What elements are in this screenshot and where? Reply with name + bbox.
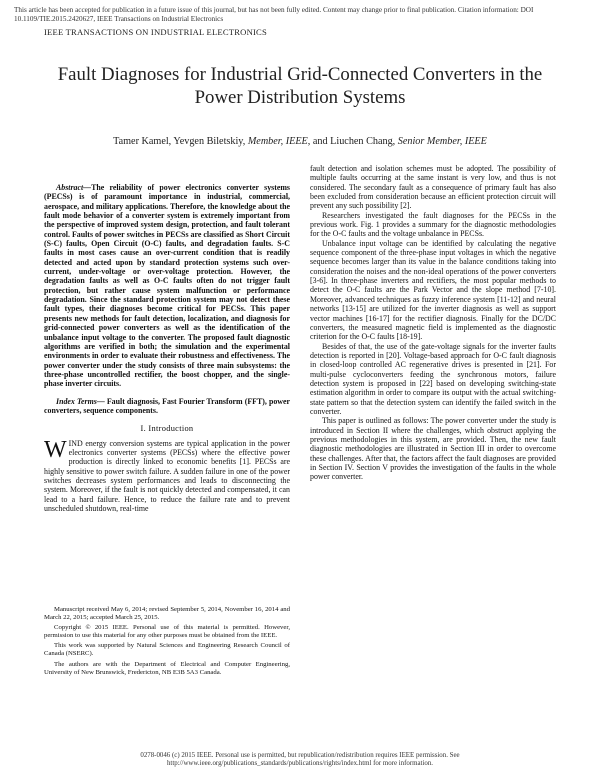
left-column <box>44 183 290 513</box>
section-heading-introduction: I. Introduction <box>140 424 194 434</box>
footnote: The authors are with the Department of Electrical and Computer Engineering, University of New Brunswick, Fredericton, NB E3B 5A3 Canada. <box>44 660 290 676</box>
abstract-text: The reliability of power electronics converter systems (PECSs) is of paramount importance in industrial, commercial, aerospace, and military applications. Therefore, the knowledge about the fault mode behavior of a converter system is extremely important from the perspective of improved system design, protection, and fault tolerant control. Faults of power switches in PECSs are classified as Short Circuit (S-C) faults, Open Circuit (O-C) faults, and degradation faults. S-C faults in most cases cause an over-current condition that is readily detected and acted upon by standard protection systems such over-current, under-voltage or over-voltage protection. However, the degradation faults as well as O-C faults often do not trigger fault protection, but rather cause system malfunction or performance degradation. Since the standard protection system may not detect these fault types, their diagnoses become critical for PECSs. This paper presents new methods for fault detection, localization, and diagnosis for grid-connected power converters as well as the identification of the unbalance input voltage to the converter. The proposed fault diagnostic algorithms are verified in both; the simulation and the experimental environments in order to evaluate their robustness and effectiveness. The power converter under the study consists of three main subsystems: the three-phase uncontrolled rectifier, the boost chopper, and the single-phase inverter circuits. <box>44 183 290 389</box>
paragraph: This paper is outlined as follows: The power converter under the study is introduced in Section II where the challenges, which obstruct applying the previous methodologies in this system, are provided. Then, the new fault diagnostic methodologies are illustrated in Section III in order to overcome these challenges. After that, the factors affect the fault diagnoses are provided in Section IV. Section V provides the investigation of the faults in the whole power converter. <box>310 416 556 482</box>
paragraph: Besides of that, the use of the gate-voltage signals for the inverter faults detection is reported in [20]. Voltage-based approach for O-C fault diagnosis in closed-loop controlled AC regenerative drives is presented in [21]. For multi-pulse cycloconverters feeding the synchronous motors, failure detection system is proposed in [22] based on developing switching-state estimation algorithm in order to compare its output with the actual switching-state pattern so that the detection system can identify the failed switch in the converter. <box>310 341 556 416</box>
author-names-1: Tamer Kamel, Yevgen Biletskiy, <box>113 136 246 147</box>
footnote: Copyright © 2015 IEEE. Personal use of this material is permitted. However, permission to use this material for any other purposes must be obtained from the IEEE. <box>44 624 290 640</box>
paper-title: Fault Diagnoses for Industrial Grid-Connected Converters in the Power Distribution Systems <box>57 64 543 108</box>
abstract-lead: Abstract— <box>56 183 92 192</box>
footer-link[interactable]: http://www.ieee.org/publications_standards/publications/rights/index.html for more information. <box>166 760 433 768</box>
index-terms-text: Fault diagnosis, Fast Fourier Transform (FFT), power converters, sequence components. <box>44 396 291 415</box>
paragraph: fault detection and isolation schemes must be adopted. The possibility of multiple faults occurring at the same instant is very low, and thus is not considered. The secondary fault as a consequence of primary fault has also been excluded from consideration because an efficient protection circuit will prevent any such possibility [2]. <box>310 164 556 211</box>
index-terms <box>44 397 290 416</box>
intro-paragraph <box>44 436 290 514</box>
author-role-1: Member, IEEE <box>247 136 308 147</box>
author-names-2: , and Liuchen Chang, <box>307 136 396 147</box>
paragraph: Researchers investigated the fault diagnoses for the PECSs in the previous work. Fig. 1 provides a summary for the diagnostic methodologies for the O-C faults and the voltage unbalance in PECSs. <box>310 210 556 239</box>
drop-cap: W <box>44 436 67 463</box>
footnote: This work was supported by Natural Sciences and Engineering Research Council of Canada (NSERC). <box>44 642 290 658</box>
footer-copyright: 0278-0046 (c) 2015 IEEE. Personal use is permitted, but republication/redistribution requires IEEE permission. See <box>140 752 460 759</box>
author-role-2: Senior Member, IEEE <box>397 136 487 147</box>
journal-name: IEEE TRANSACTIONS ON INDUSTRIAL ELECTRONICS <box>44 27 267 37</box>
abstract <box>44 183 290 389</box>
publication-notice: This article has been accepted for publication in a future issue of this journal, but has not been fully edited. Content may change prior to final publication. Citation information: DOI 10.1109/TIE.2015.2420627, IEEE Transactions on Industrial Electronics <box>14 6 534 23</box>
page-footer <box>90 752 510 769</box>
author-line <box>30 136 570 147</box>
footnote: Manuscript received May 6, 2014; revised September 5, 2014, November 16, 2014 and March 22, 2015; accepted March 25, 2015. <box>44 606 290 622</box>
paragraph: Unbalance input voltage can be identified by calculating the negative sequence component of the three-phase input voltages in which the negative sequence becomes larger than its value in the balance conditions taking into consideration the noises and the non-ideal operations of the power converters [3-6]. In three-phase inverters and rectifiers, the most popular methods to detect the O-C faults are the Park Vector and the slope method [7-10]. Moreover, advanced techniques as fuzzy inference system [11-12] and neural networks [13-15] are utilized for the inverter diagnosis as well as support vector machines [16-17] for the rectifier diagnosis. Finally for the DC/DC converters, the measured magnetic field is implemented as the diagnostic criterion for the O-C faults [18-19]. <box>310 238 556 342</box>
intro-text: IND energy conversion systems are typical application in the power electronics converter systems (PECSs) where the effective power production is directly linked to economic benefits [1]. PECSs are highly sensitive to power switch failure. A sudden failure in one of the power switches decreases system performances and leads to disconnecting the system. Moreover, if the fault is not quickly detected and compensated, it can lead to a hard failure. Hence, to reduce the failure rate and to prevent unscheduled shutdown, real-time <box>44 438 290 513</box>
right-column <box>310 164 556 482</box>
index-terms-lead: Index Terms— <box>56 396 105 406</box>
footnotes <box>44 606 290 679</box>
